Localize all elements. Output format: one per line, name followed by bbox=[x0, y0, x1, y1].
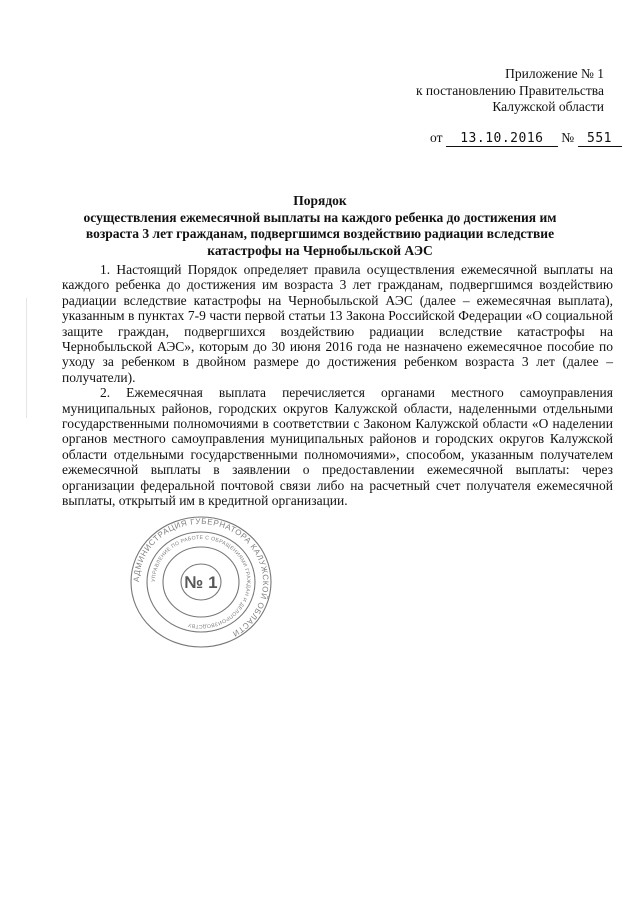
number-prefix: № bbox=[561, 130, 575, 145]
appendix-header bbox=[344, 66, 604, 116]
document-body bbox=[62, 262, 613, 509]
date-prefix: от bbox=[430, 130, 443, 145]
document-title bbox=[60, 193, 580, 259]
stamp-outer-text: АДМИНИСТРАЦИЯ ГУБЕРНАТОРА КАЛУЖСКОЙ ОБЛАСТИ bbox=[131, 516, 271, 639]
resolution-date: 13.10.2016 bbox=[446, 131, 558, 147]
resolution-number: 551 bbox=[578, 131, 622, 147]
title-heading: Порядок bbox=[293, 193, 347, 208]
title-subheading: осуществления ежемесячной выплаты на каждого ребенка до достижения им возраста 3 лет гражданам, подвергшимся воздействию радиации вследствие катастрофы на Чернобыльской АЭС bbox=[83, 209, 557, 258]
official-stamp bbox=[127, 515, 275, 649]
stamp-number: № 1 bbox=[184, 573, 218, 592]
paragraph-2: 2. Ежемесячная выплата перечисляется органами местного самоуправления муниципальных районов, городских округов Калужской области, наделенными отдельными государственными полномочиями в соответствии с Законом Калужской области «О наделении органов местного самоуправления муниципальных районов и городских округов Калужской области отдельными государственными полномочиями», способом, указанным получателем ежемесячной выплаты в заявлении о предоставлении ежемесячной выплаты: через организации федеральной почтовой связи либо на расчетный счет получателя ежемесячной выплаты, открытый им в кредитной организации. bbox=[62, 385, 613, 509]
paragraph-1: 1. Настоящий Порядок определяет правила осуществления ежемесячной выплаты на каждого ребенка до достижения им возраста 3 лет гражданам, подвергшимся воздействию радиации вследствие катастрофы на Чернобыльской АЭС (далее – ежемесячная выплата), указанным в пунктах 7-9 части первой статьи 13 Закона Российской Федерации «О социальной защите граждан, подвергшихся воздействию радиации вследствие катастрофы на Чернобыльской АЭС», которым до 30 июня 2016 года не назначено ежемесячное пособие по уходу за ребенком в двойном размере до достижения ребенком возраста 3 лет (далее – получатели). bbox=[62, 262, 613, 385]
resolution-dateline bbox=[430, 130, 610, 147]
scan-margin-mark bbox=[26, 298, 27, 418]
appendix-resolution-line: к постановлению Правительства bbox=[415, 82, 604, 98]
appendix-label: Приложение № 1 bbox=[505, 66, 604, 81]
appendix-region-line: Калужской области bbox=[492, 99, 604, 114]
stamp-inner-text: УПРАВЛЕНИЕ ПО РАБОТЕ С ОБРАЩЕНИЯМИ ГРАЖДАН И ДЕЛОПРОИЗВОДСТВУ bbox=[150, 534, 252, 630]
